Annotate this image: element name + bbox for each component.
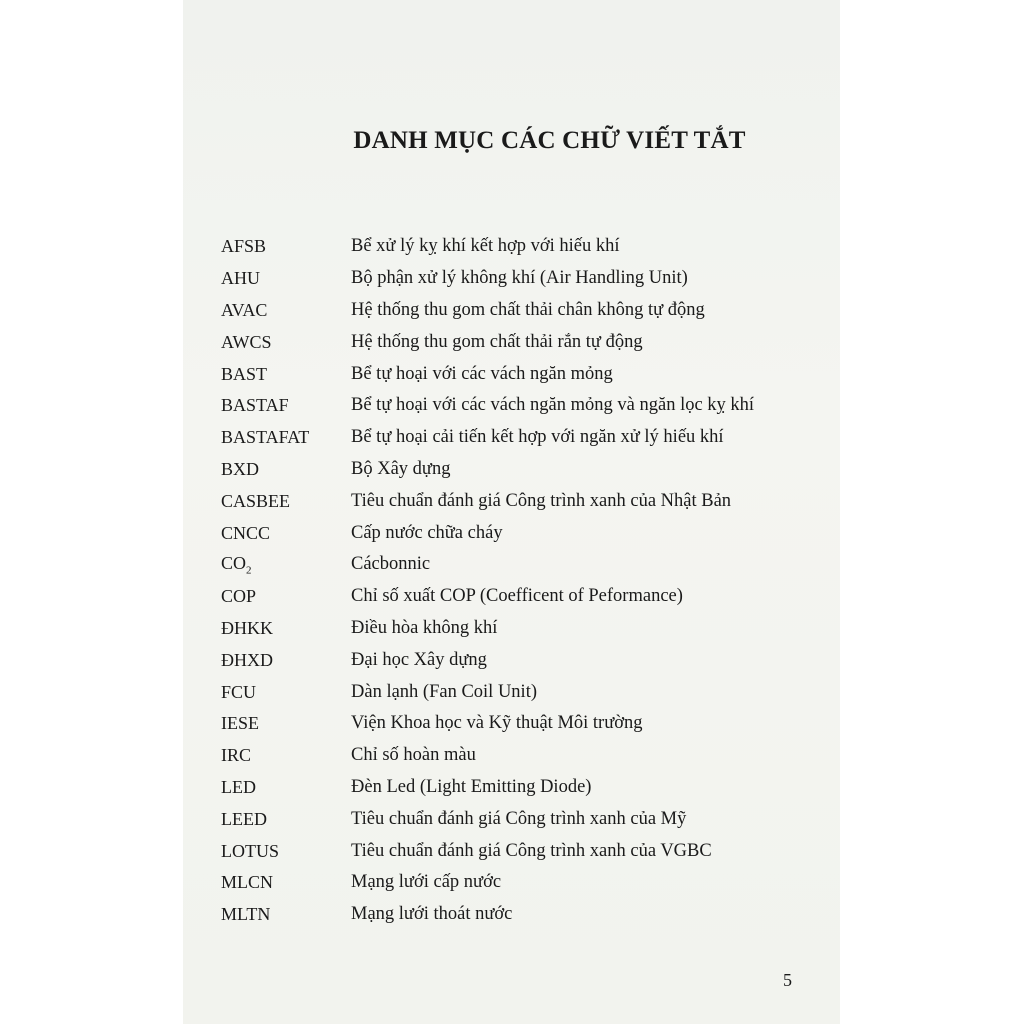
abbreviation-definition: Cácbonnic <box>351 554 431 575</box>
abbreviation-term-text: LED <box>221 776 256 797</box>
abbreviation-term-text: CNCC <box>221 522 271 543</box>
page-number: 5 <box>783 970 792 990</box>
abbreviation-term-text: LEED <box>221 808 267 829</box>
abbreviation-term <box>221 841 351 862</box>
abbreviation-row <box>221 326 821 358</box>
abbreviation-row <box>221 485 821 517</box>
abbreviation-definition: Viện Khoa học và Kỹ thuật Môi trường <box>351 713 643 734</box>
abbreviation-term <box>221 872 351 893</box>
abbreviation-definition: Tiêu chuẩn đánh giá Công trình xanh của Mỹ <box>351 808 687 829</box>
page-title: DANH MỤC CÁC CHỮ VIẾT TẮT <box>353 127 746 154</box>
abbreviation-row <box>221 772 821 804</box>
abbreviation-row <box>221 613 821 645</box>
abbreviation-term-text: BXD <box>221 458 260 479</box>
abbreviation-definition: Chỉ số xuất COP (Coefficent of Peformance) <box>351 586 683 607</box>
abbreviation-definition: Hệ thống thu gom chất thải rắn tự động <box>351 331 643 352</box>
abbreviation-definition: Tiêu chuẩn đánh giá Công trình xanh của VGBC <box>351 840 712 861</box>
abbreviation-definition: Bể tự hoại với các vách ngăn mỏng và ngăn lọc kỵ khí <box>351 395 755 416</box>
abbreviation-term-text: AWCS <box>221 331 272 352</box>
abbreviation-term-text: IRC <box>221 745 252 766</box>
abbreviation-term-text: IESE <box>221 713 259 734</box>
abbreviation-term <box>221 904 351 925</box>
abbreviation-row <box>221 708 821 740</box>
abbreviation-term-text: COP <box>221 586 257 607</box>
abbreviation-row <box>221 231 821 263</box>
abbreviation-term <box>221 682 351 703</box>
abbreviation-term <box>221 364 351 385</box>
abbreviation-term <box>221 300 351 321</box>
abbreviation-row <box>221 454 821 486</box>
abbreviation-term-text: ĐHXD <box>221 649 273 670</box>
abbreviation-definition: Mạng lưới cấp nước <box>351 872 502 893</box>
abbreviation-definition: Bể tự hoại với các vách ngăn mỏng <box>351 363 613 384</box>
abbreviation-term <box>221 491 351 512</box>
abbreviation-definition: Hệ thống thu gom chất thải chân không tự động <box>351 299 705 320</box>
abbreviation-term-text: CO <box>221 553 247 574</box>
abbreviation-term <box>221 553 351 577</box>
abbreviation-term-text: LOTUS <box>221 840 279 861</box>
abbreviation-term-subscript: 2 <box>246 564 252 577</box>
abbreviation-definition: Dàn lạnh (Fan Coil Unit) <box>351 681 538 702</box>
abbreviation-definition: Bộ Xây dựng <box>351 458 451 479</box>
abbreviation-term-text: ĐHKK <box>221 617 273 638</box>
abbreviation-row <box>221 803 821 835</box>
abbreviation-definition: Đại học Xây dựng <box>351 649 487 670</box>
abbreviation-term <box>221 395 351 416</box>
abbreviation-term <box>221 713 351 734</box>
abbreviation-term <box>221 809 351 830</box>
abbreviation-definition: Chỉ số hoàn màu <box>351 745 476 766</box>
abbreviation-row <box>221 549 821 581</box>
abbreviation-row <box>221 676 821 708</box>
document-page <box>183 0 840 1024</box>
abbreviation-row <box>221 517 821 549</box>
abbreviation-row <box>221 263 821 295</box>
abbreviation-term <box>221 618 351 639</box>
abbreviation-term <box>221 523 351 544</box>
abbreviation-term <box>221 459 351 480</box>
abbreviation-definition: Bộ phận xử lý không khí (Air Handling Unit) <box>351 268 688 289</box>
abbreviation-row <box>221 644 821 676</box>
abbreviation-term-text: FCU <box>221 681 257 702</box>
abbreviation-row <box>221 422 821 454</box>
abbreviation-term <box>221 332 351 353</box>
abbreviation-term-text: AVAC <box>221 299 268 320</box>
abbreviation-term <box>221 650 351 671</box>
abbreviation-term <box>221 268 351 289</box>
abbreviation-row <box>221 295 821 327</box>
abbreviation-definition: Tiêu chuẩn đánh giá Công trình xanh của Nhật Bản <box>351 490 732 511</box>
abbreviation-term-text: AHU <box>221 268 260 289</box>
abbreviation-definition: Bể xử lý kỵ khí kết hợp với hiếu khí <box>351 236 620 257</box>
abbreviation-row <box>221 867 821 899</box>
abbreviation-definition: Cấp nước chữa cháy <box>351 522 503 543</box>
abbreviation-definition: Mạng lưới thoát nước <box>351 904 513 925</box>
abbreviation-term-text: MLTN <box>221 904 271 925</box>
abbreviation-row <box>221 899 821 931</box>
abbreviation-term <box>221 745 351 766</box>
abbreviation-term-text: BAST <box>221 363 268 384</box>
abbreviation-term <box>221 586 351 607</box>
abbreviation-term-text: MLCN <box>221 872 274 893</box>
abbreviation-definition: Điều hòa không khí <box>351 617 498 638</box>
abbreviation-definition: Bể tự hoại cải tiến kết hợp với ngăn xử lý hiếu khí <box>351 427 724 448</box>
abbreviation-list <box>221 231 821 931</box>
abbreviation-row <box>221 581 821 613</box>
abbreviation-row <box>221 835 821 867</box>
abbreviation-definition: Đèn Led (Light Emitting Diode) <box>351 776 592 797</box>
abbreviation-row <box>221 358 821 390</box>
abbreviation-term <box>221 777 351 798</box>
abbreviation-term <box>221 427 351 448</box>
abbreviation-term-text: BASTAF <box>221 395 289 416</box>
abbreviation-row <box>221 740 821 772</box>
abbreviation-term-text: BASTAFAT <box>221 427 310 448</box>
abbreviation-row <box>221 390 821 422</box>
abbreviation-term <box>221 236 351 257</box>
abbreviation-term-text: CASBEE <box>221 490 291 511</box>
abbreviation-term-text: AFSB <box>221 236 267 257</box>
